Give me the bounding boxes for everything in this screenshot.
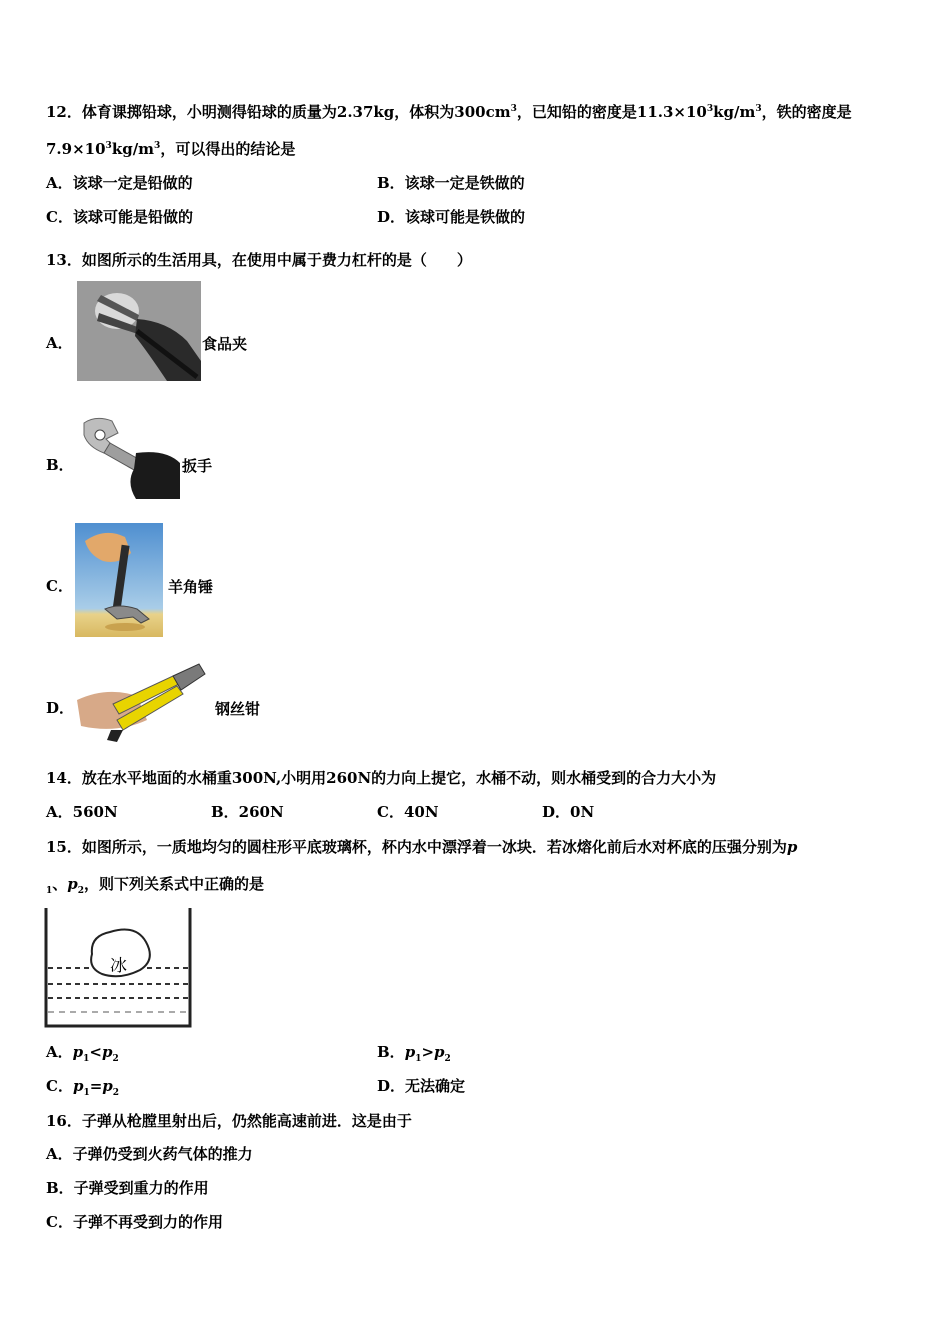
q12-stem-line2: $7.9\times 10^3kg/m^3$，可以得出的结论是 [46, 140, 296, 158]
wrench-image [76, 413, 182, 499]
q15-stem-line1: 15．如图所示，一质地均匀的圆柱形平底玻璃杯，杯内水中漂浮着一冰块．若冰熔化前后水对杯底的压强分别为p [46, 838, 798, 856]
q15-option-a: A．$p_1<p_2$ [46, 1043, 119, 1064]
q16-stem: 16．子弹从枪膛里射出后，仍然能高速前进．这是由于 [46, 1112, 412, 1130]
ice-label: 冰 [110, 956, 127, 976]
q12-option-c: C．该球可能是铅做的 [46, 208, 193, 226]
q13-option-c-label: C． [46, 577, 73, 595]
q14-stem: 14．放在水平地面的水桶重300N,小明用260N的力向上提它，水桶不动，则水桶受到的合力大小为 [46, 769, 717, 787]
q16-option-b: B．子弹受到重力的作用 [46, 1179, 209, 1197]
q13-option-b-caption: 扳手 [182, 457, 213, 475]
food-tongs-image [77, 281, 201, 381]
q12-option-b: B．该球一定是铁做的 [377, 174, 525, 192]
q13-stem: 13．如图所示的生活用具，在使用中属于费力杠杆的是（ ） [46, 251, 472, 269]
q14-option-d: D．0N [542, 803, 595, 821]
claw-hammer-image [75, 523, 163, 637]
q12-option-a: A．该球一定是铅做的 [46, 174, 193, 192]
q15-option-d: D．无法确定 [377, 1077, 466, 1095]
q15-option-c: C．$p_1=p_2$ [46, 1077, 120, 1098]
q14-option-c: C．40N [377, 803, 439, 821]
q12-stem-line1: 12．体育课掷铅球，小明测得铅球的质量为2.37kg，体积为$300cm^3$，已知铅的密度是$11.3\times 10^3kg/m^3$，铁的密度是 [46, 103, 852, 121]
q15-stem-line2: $_1$、$p_2$，则下列关系式中正确的是 [46, 875, 265, 896]
q14-option-a: A．560N [46, 803, 118, 821]
q13-option-d-label: D． [46, 699, 75, 717]
q13-option-d-caption: 钢丝钳 [215, 700, 261, 718]
q15-option-b: B．$p_1>p_2$ [377, 1043, 451, 1064]
q16-option-a: A．子弹仍受到火药气体的推力 [46, 1145, 253, 1163]
q16-option-c: C．子弹不再受到力的作用 [46, 1213, 223, 1231]
q13-option-c-caption: 羊角锤 [168, 578, 214, 596]
q13-option-a-label: A． [46, 334, 73, 352]
q13-option-a-caption: 食品夹 [202, 335, 248, 353]
wire-pliers-image [77, 660, 209, 744]
q12-option-d: D．该球可能是铁做的 [377, 208, 526, 226]
q13-option-b-label: B． [46, 456, 74, 474]
q14-option-b: B．260N [211, 803, 284, 821]
